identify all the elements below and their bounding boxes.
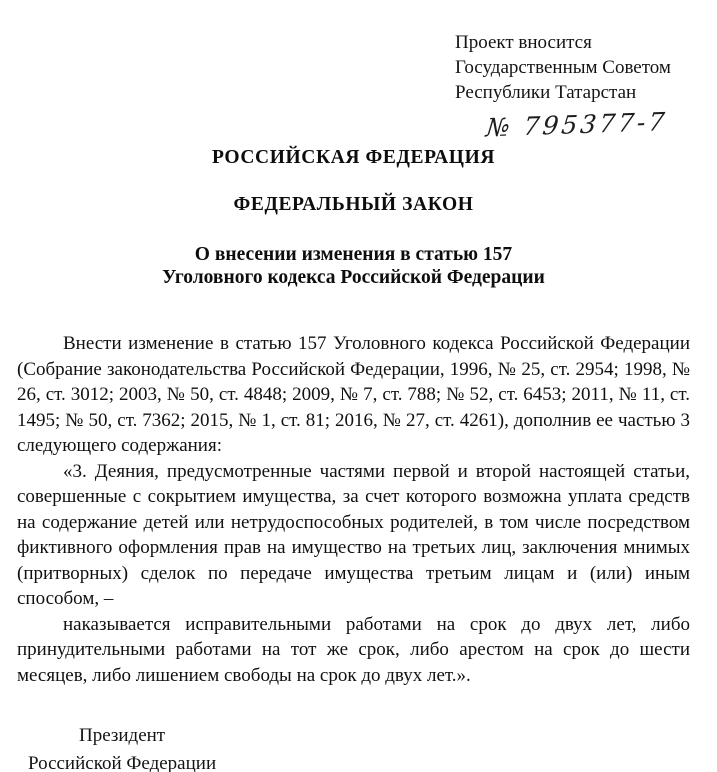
signature-block — [28, 722, 216, 772]
document-type-title: ФЕДЕРАЛЬНЫЙ ЗАКОН — [233, 194, 474, 215]
body-paragraph-3: наказывается исправительными работами на срок до двух лет, либо принудительными работами на тот же срок, либо арестом на срок до шести месяцев, либо лишением свободы на срок до двух лет.». — [17, 613, 690, 686]
registration-number-row — [0, 107, 717, 141]
country-title: РОССИЙСКАЯ ФЕДЕРАЦИЯ — [211, 147, 496, 168]
submitter-line-2: Государственным Советом — [455, 57, 671, 78]
law-body-text — [17, 331, 690, 688]
law-subject-title — [17, 243, 690, 289]
body-paragraph-1: Внести изменение в статью 157 Уголовного кодекса Российской Федерации (Собрание законодательства Российской Федерации, 1996, № 25, ст. 2954; 1998, № 26, ст. 3012; 2003, № 50, ст. 4848; 2009, № 7, ст. 788; № 52, ст. 6453; 2011, № 11, ст. 1495; № 50, ст. 7362; 2015, № 1, ст. 81; 2016, № 27, ст. 4261), дополнив ее частью 3 следующего содержания: — [17, 333, 690, 456]
document-headings — [0, 147, 717, 289]
law-subject-line-2: Уголовного кодекса Российской Федерации — [162, 267, 545, 288]
submitter-block — [455, 30, 717, 105]
signature-title-line-2: Российской Федерации — [28, 753, 217, 772]
signature-title-line-1: Президент — [78, 725, 166, 746]
body-paragraph-2: «3. Деяния, предусмотренные частями первой и второй настоящей статьи, совершенные с сокрытием имущества, за счет которого возможна уплата средств на содержание детей или нетрудоспособных родителей, в том числе посредством фиктивного оформления прав на имущество на третьих лиц, заключения мнимых (притворных) сделок по передаче имущества третьим лицам и (или) иным способом, – — [17, 460, 690, 609]
law-subject-line-1: О внесении изменения в статью 157 — [194, 244, 513, 265]
submitter-line-3: Республики Татарстан — [455, 82, 637, 103]
handwritten-registration-number: № 795377-7 — [484, 106, 669, 143]
submitter-line-1: Проект вносится — [455, 32, 592, 53]
